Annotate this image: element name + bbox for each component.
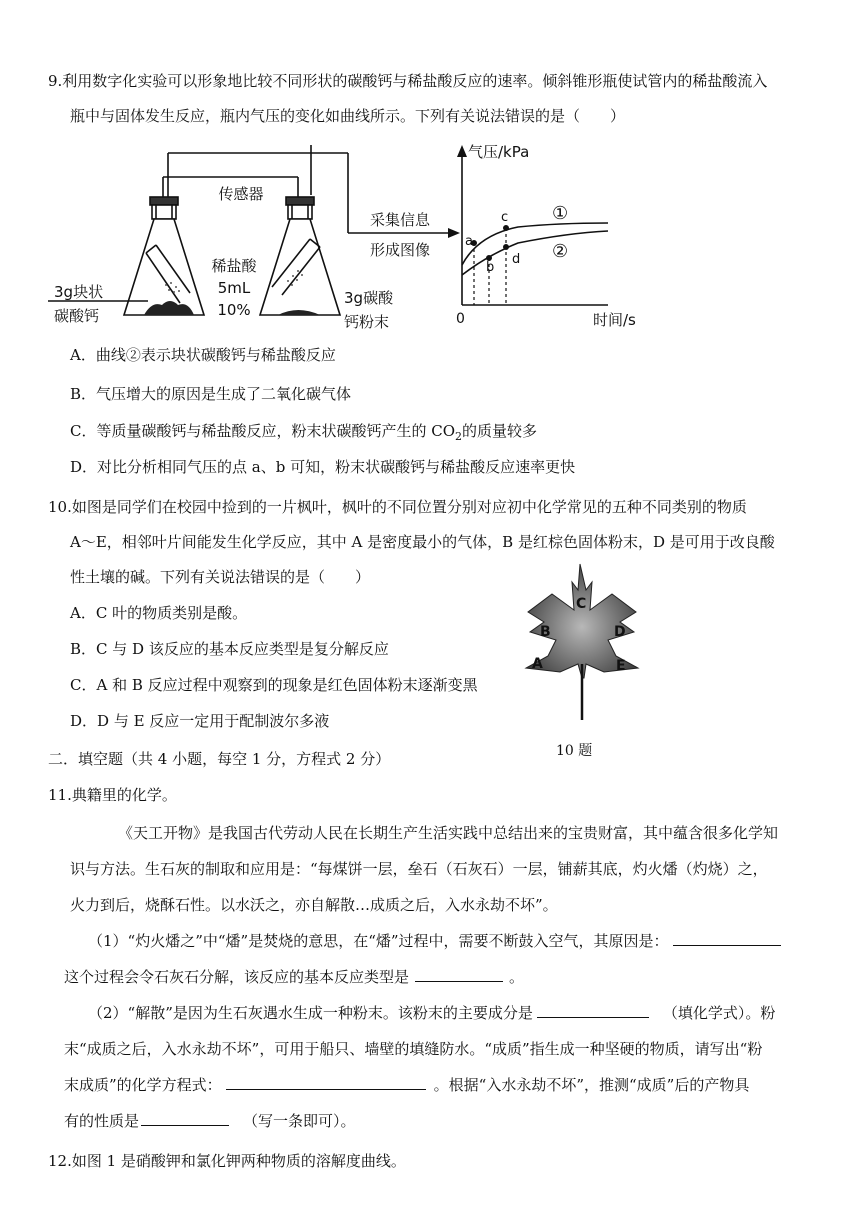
leaf-label-d: D [614,624,626,640]
left-flask-label-2: 碳酸钙 [54,307,100,325]
q11-sub2-line4-post: （写一条即可）。 [243,1112,356,1130]
q11-sub2-line3 [64,1074,749,1096]
q10-option-c: C．A 和 B 反应过程中观察到的现象是红色固体粉末逐渐变黑 [70,676,478,694]
acid-label-2: 5mL [217,279,251,297]
q9-stem-line2: 瓶中与固体发生反应，瓶内气压的变化如曲线所示。下列有关说法错误的是（ ） [70,107,626,125]
leaf-label-b: B [540,624,551,640]
q11-sub2-line3-post: 。根据“入水永劫不坏”，推测“成质”后的产物具 [433,1076,750,1094]
q11-sub2-line1-post: （填化学式）。粉 [662,1004,776,1022]
q9-option-c-pre: C．等质量碳酸钙与稀盐酸反应，粉末状碳酸钙产生的 CO [70,422,456,440]
q11-sub1-line2 [64,966,524,988]
q9-option-c [70,420,537,448]
y-axis-arrow [457,145,467,157]
leaf-caption: 10 题 [556,743,593,759]
q9-option-c-post: 的质量较多 [462,422,538,440]
pressure-chart [456,143,636,329]
q9-figure [48,135,728,340]
x-axis-label: 时间/s [593,311,636,329]
q11-sub2-line1-pre: （2）“解散”是因为生石灰遇水生成一种粉末。该粉末的主要成分是 [88,1004,533,1022]
q9-option-b: B．气压增大的原因是生成了二氧化碳气体 [70,385,352,403]
q9-option-d: D．对比分析相同气压的点 a、b 可知，粉末状碳酸钙与稀盐酸反应速率更快 [70,458,576,476]
q9-option-c-sub: 2 [455,430,463,443]
acid-label-3: 10% [217,301,251,319]
answer-blank-reaction-type[interactable] [415,966,503,982]
answer-blank-formula[interactable] [537,1002,649,1018]
q11-title: 11.典籍里的化学。 [48,786,177,804]
curve-1-label: ① [552,203,569,224]
q10-stem-line2: A～E，相邻叶片间能发生化学反应，其中 A 是密度最小的气体，B 是红棕色固体粉末，D 是可用于改良酸 [70,533,775,551]
q10-stem-line3: 性土壤的碱。下列有关说法错误的是（ ） [70,568,371,586]
q11-para-line2: 识与方法。生石灰的制取和应用是：“每煤饼一层，垒石（石灰石）一层，铺薪其底，灼火燔（灼烧）之， [70,860,768,878]
arrow-head [448,228,460,238]
q11-sub2-line3-pre: 末成质”的化学方程式： [64,1076,222,1094]
q11-sub2-line4 [64,1110,356,1132]
left-flask-label-1: 3g块状 [54,283,104,301]
q10-stem-line1: 10.如图是同学们在校园中捡到的一片枫叶，枫叶的不同位置分别对应初中化学常见的五种不同类别的物质 [48,498,747,516]
label-d: d [512,252,521,267]
maple-leaf-figure [512,560,652,730]
collect-label-2: 形成图像 [370,241,431,259]
q10-option-b: B．C 与 D 该反应的基本反应类型是复分解反应 [70,640,389,658]
q11-para-line3: 火力到后，烧酥石性。以水沃之，亦自解散…成质之后，入水永劫不坏”。 [70,896,558,914]
collect-label-1: 采集信息 [370,211,431,229]
point-c [503,225,509,231]
sensor-label: 传感器 [218,185,264,203]
section-heading: 二．填空题（共 4 小题，每空 1 分，方程式 2 分） [48,750,391,768]
origin-label: 0 [456,311,465,327]
curve-2 [462,231,608,275]
leaf-label-a: A [532,656,543,672]
q11-sub1-line2-post: 。 [509,968,525,986]
q11-sub1-line2-pre: 这个过程会令石灰石分解，该反应的基本反应类型是 [64,968,410,986]
q12-stem: 12.如图 1 是硝酸钾和氯化钾两种物质的溶解度曲线。 [48,1152,406,1170]
right-flask-label-2: 钙粉末 [344,313,390,331]
leaf-label-c: C [576,596,587,612]
curve-2-label: ② [552,241,569,262]
label-b: b [486,260,495,275]
q9-option-a: A．曲线②表示块状碳酸钙与稀盐酸反应 [70,346,336,364]
q11-sub2-line1 [88,1002,775,1024]
q11-sub2-line2: 末“成质之后，入水永劫不坏”，可用于船只、墙壁的填缝防水。“成质”指生成一种坚硬的物质，请写出“粉 [64,1040,763,1058]
point-d [503,244,509,250]
acid-label-1: 稀盐酸 [211,257,257,275]
answer-blank-reason[interactable] [673,930,781,946]
y-axis-label: 气压/kPa [468,143,530,161]
label-c: c [501,210,509,225]
curve-1 [462,223,608,265]
q10-option-d: D．D 与 E 反应一定用于配制波尔多液 [70,712,330,730]
label-a: a [465,234,473,249]
q10-option-a: A．C 叶的物质类别是酸。 [70,604,248,622]
q11-sub1-text: （1）“灼火燔之”中“燔”是焚烧的意思，在“燔”过程中，需要不断鼓入空气，其原因是： [88,932,669,950]
q11-sub2-line4-pre: 有的性质是 [64,1112,140,1130]
q11-sub1-line1 [88,930,781,952]
leaf-label-e: E [616,658,626,674]
answer-blank-property[interactable] [141,1110,229,1126]
right-flask-label-1: 3g碳酸 [344,289,394,307]
left-flask [124,197,204,315]
q9-stem-line1: 9.利用数字化实验可以形象地比较不同形状的碳酸钙与稀盐酸反应的速率。倾斜锥形瓶使试管内的稀盐酸流入 [48,72,768,90]
answer-blank-equation[interactable] [226,1074,426,1090]
right-flask [260,197,340,315]
q11-para-line1: 《天工开物》是我国古代劳动人民在长期生产生活实践中总结出来的宝贵财富，其中蕴含很多化学知 [118,824,779,842]
